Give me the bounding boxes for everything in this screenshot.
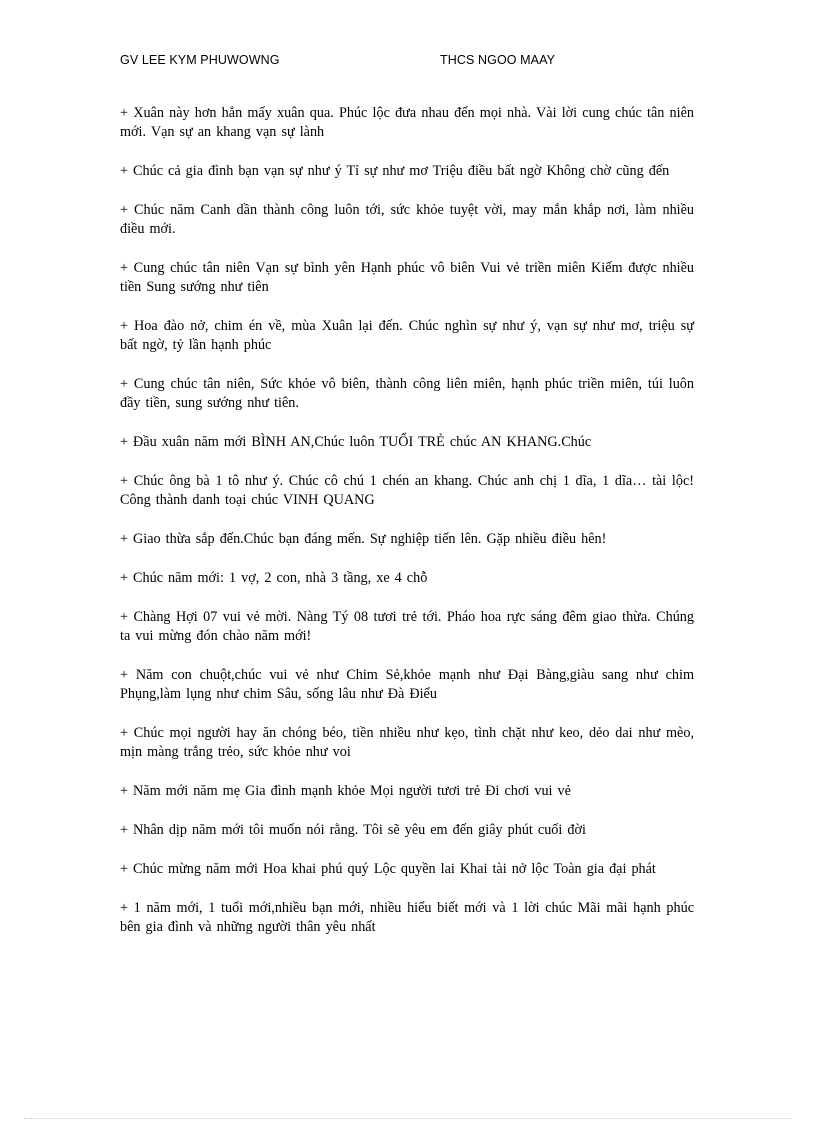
page-header <box>120 53 700 71</box>
page-bottom-rule <box>24 1118 792 1119</box>
wish-item: + Chúc năm mới: 1 vợ, 2 con, nhà 3 tầng, xe 4 chỗ <box>120 570 428 586</box>
wish-item: + Chúc ông bà 1 tô như ý. Chúc cô chú 1 chén an khang. Chúc anh chị 1 dĩa, 1 dĩa… tài lộc! Công thành danh toại chúc VINH QUANG <box>120 473 694 508</box>
wish-item: + Chúc mọi người hay ăn chóng béo, tiền nhiều như kẹo, tình chặt như keo, dẻo dai như mèo, mịn màng trắng trẻo, sức khỏe như voi <box>120 725 694 760</box>
wish-item: + Cung chúc tân niên Vạn sự bình yên Hạnh phúc vô biên Vui vẻ triền miên Kiếm được nhiều tiền Sung sướng như tiên <box>120 260 694 295</box>
wish-item: + Chúc cả gia đình bạn vạn sự như ý Tỉ sự như mơ Triệu điều bất ngờ Không chờ cũng đến <box>120 163 670 179</box>
wish-item: + Năm mới năm mẹ Gia đình mạnh khỏe Mọi người tươi trẻ Đi chơi vui vẻ <box>120 783 571 799</box>
header-author: GV LEE KYM PHUWOWNG <box>120 53 280 67</box>
wish-item: + Chúc mừng năm mới Hoa khai phú quý Lộc quyền lai Khai tài nở lộc Toàn gia đại phát <box>120 861 656 877</box>
wish-item: + Cung chúc tân niên, Sức khỏe vô biên, thành công liên miên, hạnh phúc triền miên, túi luôn đầy tiền, sung sướng như tiên. <box>120 376 694 411</box>
wish-item: + Chàng Hợi 07 vui vẻ mời. Nàng Tý 08 tươi trẻ tới. Pháo hoa rực sáng đêm giao thừa. Chúng ta vui mừng đón chào năm mới! <box>120 609 694 644</box>
wish-item: + Hoa đào nở, chim én về, mùa Xuân lại đến. Chúc nghìn sự như ý, vạn sự như mơ, triệu sự bất ngờ, tỷ lần hạnh phúc <box>120 318 694 353</box>
wish-item: + Chúc năm Canh dần thành công luôn tới, sức khỏe tuyệt vời, may mắn khắp nơi, làm nhiều điều mới. <box>120 202 694 237</box>
wish-item: + Nhân dịp năm mới tôi muốn nói rằng. Tôi sẽ yêu em đến giây phút cuối đời <box>120 822 586 838</box>
wish-list <box>120 104 694 957</box>
wish-item: + 1 năm mới, 1 tuổi mới,nhiều bạn mới, nhiều hiểu biết mới và 1 lời chúc Mãi mãi hạnh phúc bên gia đình và những người thân yêu nhất <box>120 900 694 935</box>
wish-item: + Đầu xuân năm mới BÌNH AN,Chúc luôn TUỔI TRẺ chúc AN KHANG.Chúc <box>120 434 592 450</box>
wish-item: + Xuân này hơn hẳn mấy xuân qua. Phúc lộc đưa nhau đến mọi nhà. Vài lời cung chúc tân niên mới. Vạn sự an khang vạn sự lành <box>120 105 694 140</box>
header-school: THCS NGOO MAAY <box>440 53 556 67</box>
wish-item: + Năm con chuột,chúc vui vẻ như Chim Sẻ,khỏe mạnh như Đại Bàng,giàu sang như chim Phụng,làm lụng như chim Sâu, sống lâu như Đà Điểu <box>120 667 694 702</box>
wish-item: + Giao thừa sắp đến.Chúc bạn đáng mến. Sự nghiệp tiến lên. Gặp nhiều điều hên! <box>120 531 607 547</box>
